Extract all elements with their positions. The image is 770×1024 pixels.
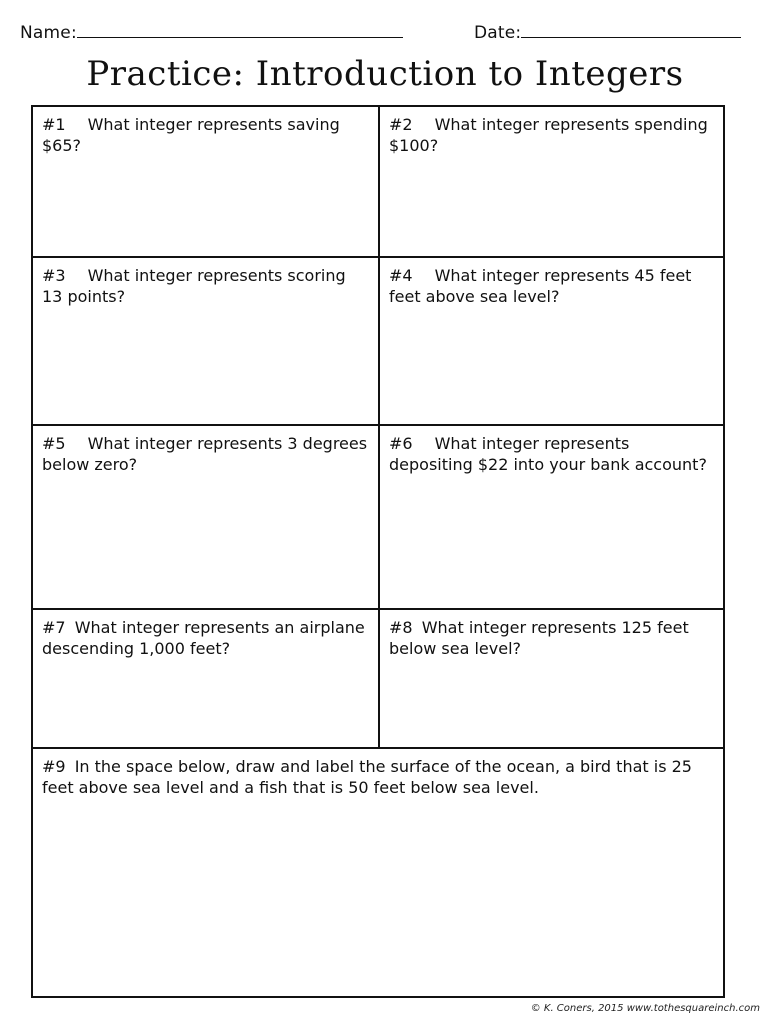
question-number: #5 — [42, 434, 66, 453]
question-cell-7[interactable] — [33, 610, 378, 747]
question-text: What integer represents scoring 13 points? — [42, 266, 346, 306]
copyright-footer: © K. Coners, 2015 www.tothesquareinch.com — [530, 1003, 760, 1014]
question-cell-2[interactable] — [380, 107, 725, 256]
question-grid — [31, 105, 725, 998]
question-number: #3 — [42, 266, 66, 285]
question-number: #4 — [389, 266, 413, 285]
question-cell-4[interactable] — [380, 258, 725, 424]
question-text: What integer represents 3 degrees below zero? — [42, 434, 368, 474]
question-cell-1[interactable] — [33, 107, 378, 256]
question-text: What integer represents an airplane descending 1,000 feet? — [42, 618, 365, 658]
name-field[interactable] — [20, 22, 403, 43]
question-text: What integer represents 45 feet feet above sea level? — [389, 266, 692, 306]
question-text: In the space below, draw and label the surface of the ocean, a bird that is 25 feet above sea level and a fish that is 50 feet below sea level. — [42, 757, 692, 797]
question-text: What integer represents spending $100? — [389, 115, 708, 155]
question-number: #7 — [42, 618, 66, 637]
date-blank-line[interactable] — [521, 22, 741, 38]
question-number: #9 — [42, 757, 66, 776]
worksheet-title: Practice: Introduction to Integers — [86, 54, 684, 94]
question-number: #8 — [389, 618, 413, 637]
question-text: What integer represents 125 feet below sea level? — [389, 618, 689, 658]
question-number: #6 — [389, 434, 413, 453]
question-cell-9[interactable] — [33, 749, 723, 996]
question-cell-8[interactable] — [380, 610, 725, 747]
question-cell-6[interactable] — [380, 426, 725, 608]
date-field[interactable] — [474, 22, 741, 43]
name-label: Name: — [20, 23, 77, 43]
name-blank-line[interactable] — [77, 22, 403, 38]
question-cell-5[interactable] — [33, 426, 378, 608]
question-number: #1 — [42, 115, 66, 134]
question-text: What integer represents depositing $22 into your bank account? — [389, 434, 707, 474]
question-number: #2 — [389, 115, 413, 134]
question-text: What integer represents saving $65? — [42, 115, 340, 155]
question-cell-3[interactable] — [33, 258, 378, 424]
date-label: Date: — [474, 23, 522, 43]
